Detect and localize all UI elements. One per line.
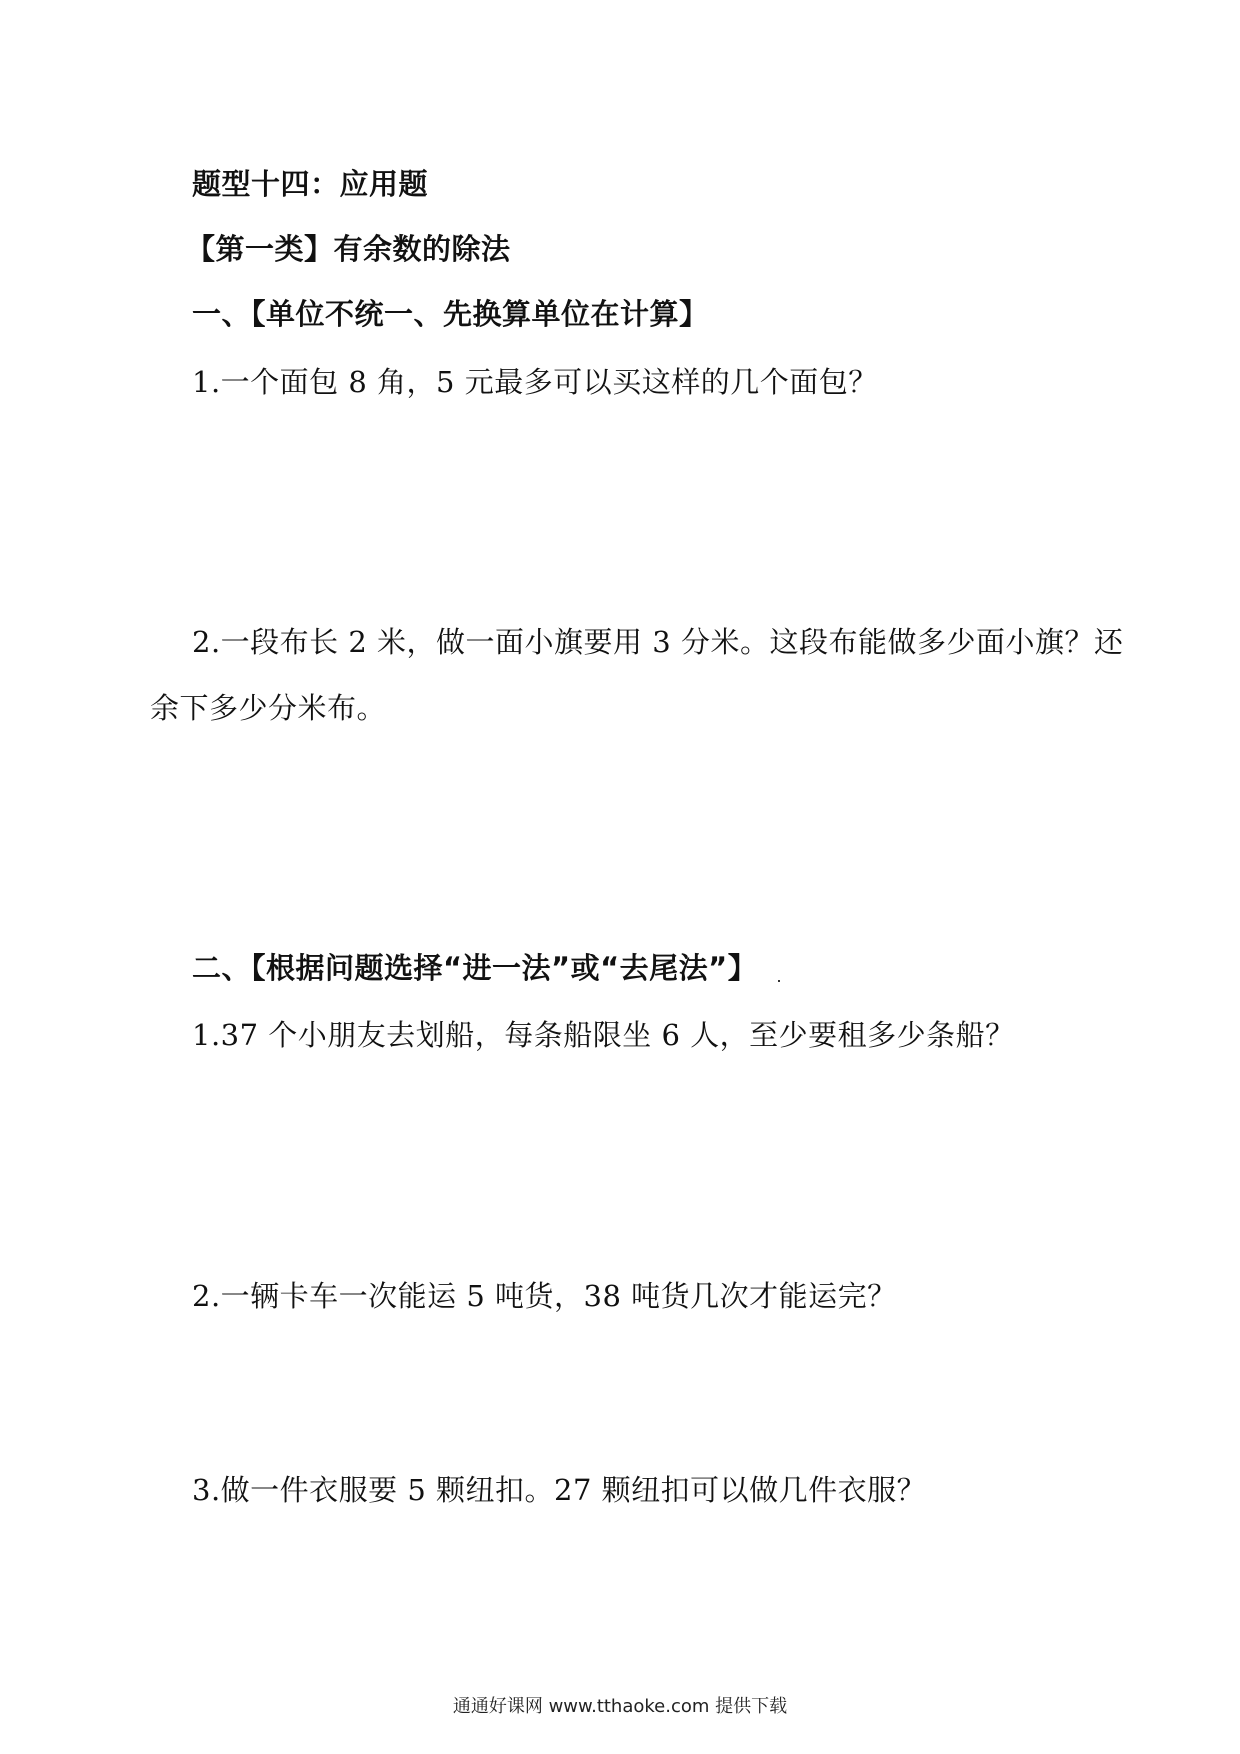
section-2-question-2: 2.一辆卡车一次能运 5 吨货，38 吨货几次才能运完？ [192,1279,897,1313]
footer-download-note: 通通好课网 www.tthaoke.com 提供下载 [452,1696,788,1717]
scan-artifact-dot [778,980,780,982]
section-2-question-3: 3.做一件衣服要 5 颗纽扣。27 颗纽扣可以做几件衣服？ [192,1473,927,1507]
section-2-question-1: 1.37 个小朋友去划船，每条船限坐 6 人，至少要租多少条船？ [192,1018,1015,1052]
section-1-question-2-line-2: 余下多少分米布。 [150,691,387,725]
section-2-title: 二、【根据问题选择“进一法”或“去尾法”】 [192,951,758,985]
section-1-question-2-line-1: 2.一段布长 2 米，做一面小旗要用 3 分米。这段布能做多少面小旗？还 [192,625,1124,659]
category-heading: 【第一类】有余数的除法 [186,232,511,266]
section-1-title: 一、【单位不统一、先换算单位在计算】 [192,297,709,331]
section-1-question-1: 1.一个面包 8 角，5 元最多可以买这样的几个面包？ [192,365,878,399]
page-heading: 题型十四：应用题 [192,167,429,201]
